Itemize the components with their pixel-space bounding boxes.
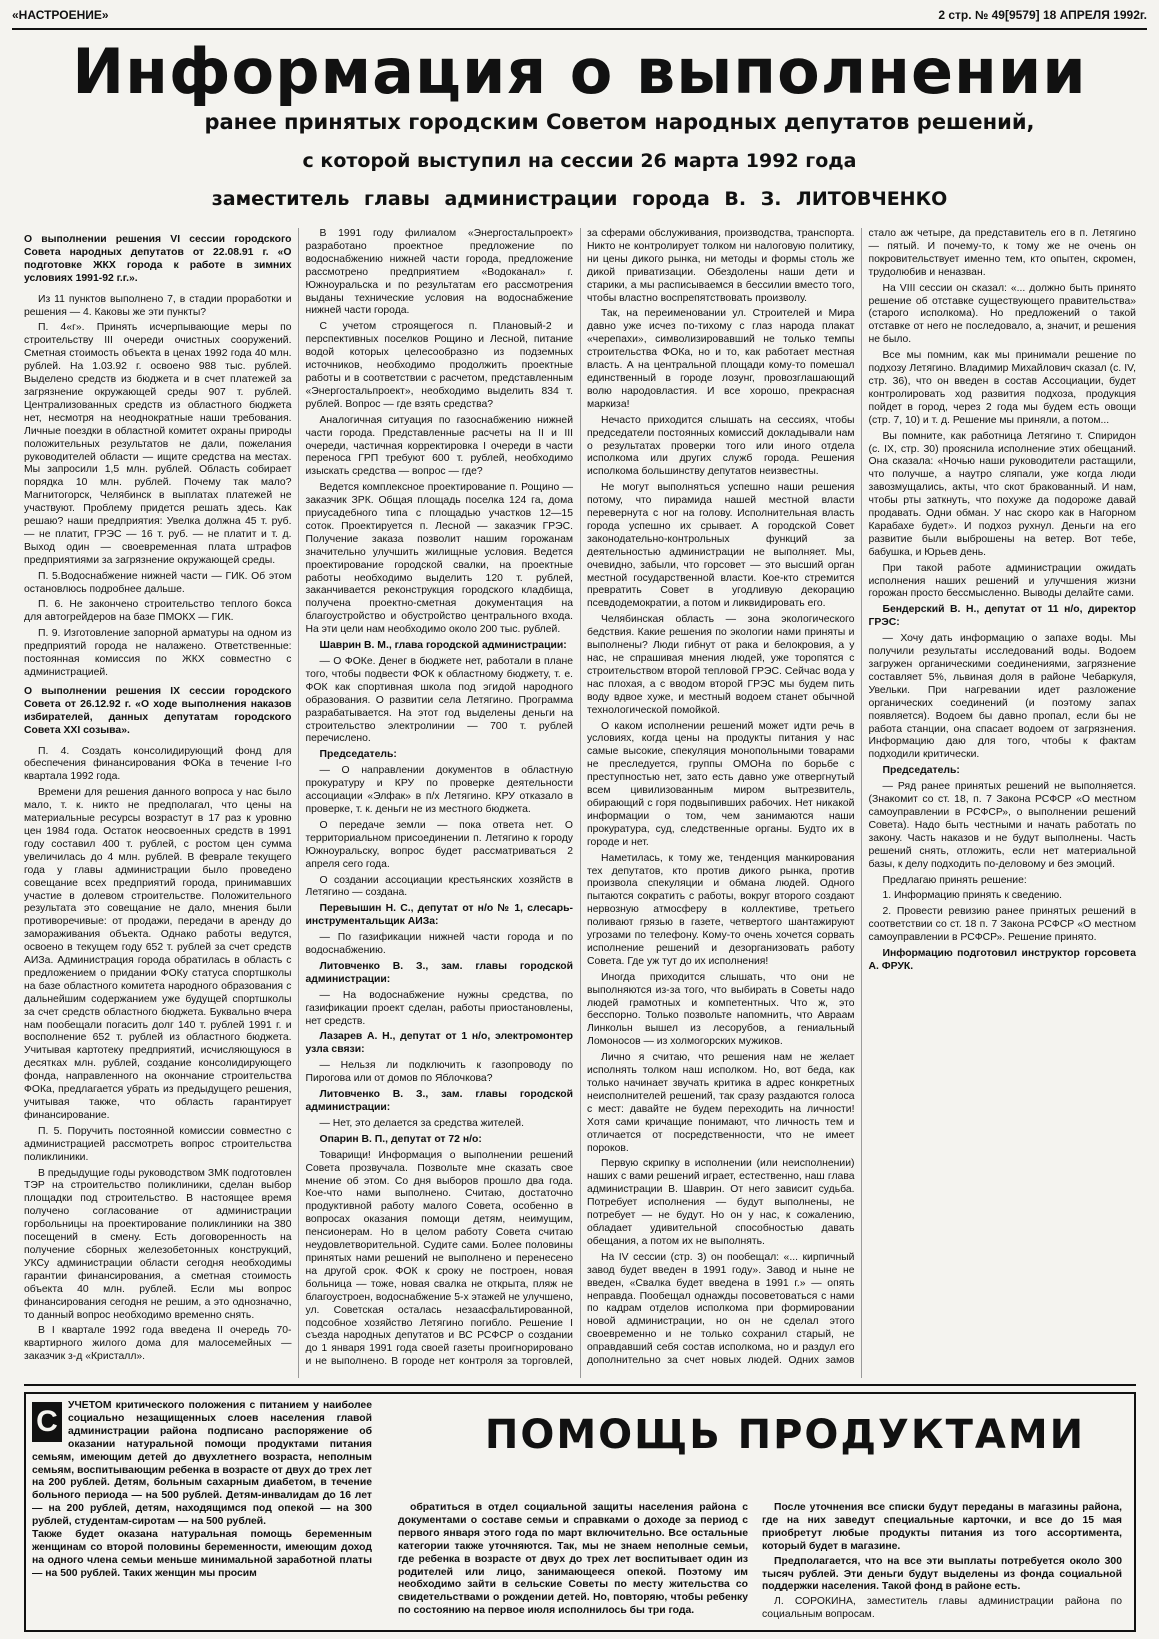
food-aid-column-2 — [398, 1502, 748, 1628]
article-subtitle-2: с которой выступил на сессии 26 марта 1992 года — [302, 150, 857, 172]
paragraph: — Нельзя ли подключить к газопроводу по Пирогова или от домов по Яблочкова? — [305, 1060, 573, 1085]
paragraph: П. 4«г». Принять исчерпывающие меры по строительству III очереди очистных сооружений. Сметная стоимость объекта в ценах 1992 года 40 млн. рублей. На 1.03.92 г. освоено 988 тыс. рублей. Выделено средств из бюджета и в счет платежей за загрязнение окружающей среды 907 т. рублей. Централизованных средств из областного бюджета нет, несмотря на неоднократные наши требования. Личные поездки в областной комитет охраны природы положительных результатов не дали, пожелания руководителей области — ищите средства на местах. Мы запросили 1,5 млн. рублей. Область собирает порядка 10 млн. рублей. Почему так мало? Магнитогорск, Челябинск в выплатах платежей не участвуют. Проблему придется решать здесь. Как решаю? наши предприятия: Увелка должна 45 т. руб. — не платит, ГРЭС — 16 т. руб. — не платит и т. д. Выход один — своевременная плата штрафов предприятиями за загрязнение окружающей среды. — [24, 322, 292, 566]
paragraph: П. 5.Водоснабжение нижней части — ГИК. Об этом остановлюсь подробнее дальше. — [24, 570, 292, 595]
paragraph: С учетом строящегося п. Плановый-2 и перспективных поселков Рощино и Лесной, питание водой которых целесообразно из подземных источников, необходимо продолжить проектные работы и в соответствии с расчетом, представленным «Энергостальпроект», необходимо выделить 834 т. рублей. Вопрос — где взять средства? — [305, 321, 573, 410]
paragraph: После уточнения все списки будут переданы в магазины района, где на них заведут специальные карточки, и все до 15 мая приобретут любые продукты питания из того ассортимента, который будет в магазине. — [762, 1502, 1122, 1552]
paragraph: УЧЕТОМ критического положения с питанием у наиболее социально незащищенных слоев населения главой администрации района подписано распоряжение об оказании натуральной помощи продуктами питания семьям, имеющим детей до двухлетнего возраста, неполным семьям, воспитывающим ребенка в возрасте от двух до трех лет на 200 рублей. Детям, больным сахарным диабетом, в течение больного периода — на 500 рублей. Детям-инвалидам до 16 лет — на 200 рублей, детям, находящимся под опекой — на 300 рублей, студентам-сиротам — на 500 рублей. — [32, 1400, 372, 1528]
section-heading: О выполнении решения IX сессии городского Совета от 26.12.92 г. «О ходе выполнения наказов избирателей, данных депутатам городского Совета XXI созыва». — [24, 685, 292, 736]
speaker-name: Шаврин В. М., глава городской администрации: — [319, 640, 567, 652]
paragraph: Аналогичная ситуация по газоснабжению нижней части города. Представленные расчеты на II и III очереди, частичная корректировка I очереди в части переноса ГРП требуют 600 т. рублей, необходимо изыскать средства — вопрос — где? — [305, 414, 573, 478]
paragraph: Вы помните, как работница Летягино т. Спиридон (с. IX, стр. 30) прояснила исполнение этих обещаний. Она сказала: «Ночью наши руководители растащили, что получше, а наутро сляпали, уже когда люди завозмущались, акты, что скот бракованный. И нам, чтобы рты заткнуть, что похуже да подороже давай продавать. Одни обман. У нас скоро как в Нагорном Карабахе будет». И подхоз рухнул. Деньги на его развитие были выброшены на ветер. Вот тебе, бабушка, и Юрьев день. — [868, 430, 1136, 558]
paragraph: — На водоснабжение нужны средства, по газификации проект сделан, работы приостановлены, нет средств. — [305, 989, 573, 1027]
paragraph: — О направлении документов в областную прокуратуру и КРУ по проверке деятельности ассоциации «Элфак» в п/х Летягино. КРУ отказало в проверке, т. к. деньги не из местного бюджета. — [305, 765, 573, 815]
section-heading: О выполнении решения VI сессии городского Совета народных депутатов от 22.08.91 г. «О подготовке ЖКХ города к работе в зимних условиях 1991-92 г.г.». — [24, 234, 292, 284]
paragraph: П. 9. Изготовление запорной арматуры на одном из предприятий города не налажено. Ответственные: постоянная комиссия по ЖКХ совместно с администрацией. — [24, 628, 292, 678]
paragraph: — Нет, это делается за средства жителей. — [319, 1117, 525, 1129]
speaker-name: Перевышин Н. С., депутат от н/о № 1, слесарь-инструментальщик АИЗа: — [305, 903, 573, 928]
paragraph: Челябинская область — зона экологического бедствия. Какие решения по экологии нами приняты и выполнены? Люди гибнут от рака и белокровия, а у нас, не спрашивая мнения людей, уже торопятся с строительством второй тепловой ГРЭС. Сейчас вода у нас плохая, а с вводом второй ГРЭС мы будем пить воду вдвое хуже, и местный водоем станет обычной технологической помойкой. — [587, 614, 855, 716]
paragraph: Предполагается, что на все эти выплаты потребуется около 300 тысяч рублей. Эти деньги будут выделены из фонда социальной поддержки населения. Такой фонд в районе есть. — [762, 1555, 1122, 1593]
newspaper-name: «НАСТРОЕНИЕ» — [12, 8, 109, 22]
article-signature: Информацию подготовил инструктор горсовета А. ФРУК. — [868, 948, 1136, 972]
paragraph: В I квартале 1992 года введена II очередь 70-квартирного жилого дома для малосемейных — заказчик з-д «Кристалл». — [24, 1325, 292, 1363]
article-subtitle-1: ранее принятых городским Советом народных депутатов решений, — [204, 110, 1035, 134]
paragraph: — Ряд ранее принятых решений не выполняется. (Знакомит со ст. 18, п. 7 Закона РСФСР «О местном самоуправлении в РСФСР», о выполнении решений Совета). Надо быть честными и начать работать по закону. Часть наказов и не будут выполнены. Часть решений снять, отложить, если нет материальной базы, к делу подходить по-деловому и без эмоций. — [868, 781, 1136, 870]
speaker-name: Литовченко В. З., зам. главы городской администрации: — [305, 1089, 573, 1113]
paragraph: Товарищи! Информация о выполнении решений Совета прозвучала. Позвольте мне сказать свое мнение об этом. Со дня выборов прошло два года. Кое-что нами выполнено. Считаю, достаточно продуктивной работу малого Совета, особенно в вопросах оказания помощи детям, неимущим, пенсионерам. Но в целом работу Совета считаю неудовлетворительной. Судите сами. Более половины принятых нами решений не выполнено и перенесено на другой срок. ФОК к сроку не построен, новая больница — тоже, новая свалка не открыта, пляж не благоустроен, водоснабжение 5-х этажей не улучшено, ул. Советская осталась незаасфальтированной, подсобное хозяйство Летягино погибло. Решение I съезда народных депутатов и ВС РСФСР о создании до 1 января 1991 года своей газеты проигнорировано и не выполнено. В городе нет контроля за торговлей, за сферами обслуживания, производства, транспорта. Никто не контролирует толком ни налоговую политику, ни цены дикого рынка, ни методы и формы столь же дикой приватизации. Обездолены наши дети и старики, а мы расписываемся в бессилии вместо того, чтобы властно воспрепятствовать произволу. — [305, 228, 855, 1368]
paragraph: Все мы помним, как мы принимали решение по подхозу Летягино. Владимир Михайлович сказал (с. IV, стр. 36), что он введен в состав Ассоциации, будет контролировать ход развития подхоза, продукция пойдет в город, через 2 года мы будем есть овощи (стр. 7, 10) и т. д. Решение мы приняли, а потом... — [868, 350, 1136, 426]
paragraph: Лично я считаю, что решения нам не желает исполнять толком наш исполком. Но, вот беда, как только начинает звучать критика в адрес конкретных неисполнителей решений, так сразу раздаются голоса с мест: давайте не будем переходить на личности! Хотя сами кричащие понимают, что личность тем и отличается от посредственности, что не имеет пороков. — [587, 1052, 855, 1154]
speaker-name: Председатель: — [882, 765, 960, 777]
drop-cap: С — [32, 1402, 62, 1442]
paragraph: Также будет оказана натуральная помощь беременным женщинам со второй половины беременности, имеющим доход на одного члена семьи меньше минимальной заработной платы — на 500 рублей. Таких женщин мы просим — [32, 1529, 372, 1579]
paragraph: Иногда приходится слышать, что они не выполняются из-за того, что выбирать в Советы надо людей грамотных и компетентных. Что ж, это бесспорно. Только позвольте напомнить, что Авраам Линкольн вышел из лесорубов, а гениальный Ломоносов — из холмогорских мужиков. — [587, 971, 855, 1048]
paragraph: При такой работе администрации ожидать исполнения наших решений и улучшения жизни горожан просто бессмысленно. Выводы делайте сами. — [868, 562, 1136, 600]
paragraph: Так, на переименовании ул. Строителей и Мира давно уже исчез по-тихому с глаз народа плакат «черепахи», символизировавший не только темпы строительства ФОКа, но и то, как работает местная власть. А на центральной площади кому-то помешал единственный в городе лозунг, провозглашающий волю народовластия. И все хорошо, прекрасная маркиза! — [587, 308, 855, 410]
article-subtitle-3: заместитель главы администрации города В. З. ЛИТОВЧЕНКО — [211, 188, 948, 210]
speaker-name: Лазарев А. Н., депутат от 1 н/о, электромонтер узла связи: — [305, 1031, 573, 1056]
paragraph: О передаче земли — пока ответа нет. О территориальном присоединении п. Летягино к городу Южноуральску, вопрос будет рассматриваться 2 апреля сего года. — [305, 819, 573, 870]
paragraph: Нечасто приходится слышать на сессиях, чтобы председатели постоянных комиссий докладывали нам о результатах проверки того или иного отдела исполкома или других служб города. Решения исполкома большинству депутатов неизвестны. — [587, 414, 855, 478]
paragraph: П. 4. Создать консолидирующий фонд для обеспечения финансирования ФОКа в течение I-го квартала 1992 года. — [24, 745, 292, 783]
speaker-name: Опарин В. П., депутат от 72 н/о: — [319, 1133, 482, 1145]
paragraph: — О ФОКе. Денег в бюджете нет, работали в плане того, чтобы подвести ФОК к областному бюджету, т. е. ФОК как спортивная школа под эгидой народного образования. О развитии села Летягино. Программа разрабатывается. На этот год выделены деньги на строительство электролинии — 700 т. рублей перечислено. — [305, 656, 573, 745]
article-headline: Информация о выполнении — [72, 35, 1087, 108]
food-aid-column-1 — [32, 1400, 372, 1626]
paragraph: О создании ассоциации крестьянских хозяйств в Летягино — создана. — [305, 874, 573, 899]
food-aid-title: ПОМОЩЬ ПРОДУКТАМИ — [484, 1412, 1086, 1458]
article-body — [24, 228, 1136, 1378]
food-aid-signature: Л. СОРОКИНА, заместитель главы администрации района по социальным вопросам. — [762, 1596, 1122, 1621]
paragraph: П. 6. Не закончено строительство теплого бокса для автогрейдеров на базе ПМОКХ — ГИК. — [24, 599, 292, 624]
section-divider — [24, 1384, 1136, 1386]
paragraph: Времени для решения данного вопроса у нас было мало, т. к. никто не предполагал, что цены на материальные ресурсы возрастут в 17 раз к уровню цен 1984 года. Остаток неосвоенных средств в 1991 году составил 400 т. рублей, с ростом цен сумма увеличилась до 4 млн. рублей. В феврале текущего года у главы администрации было проведено совещание всех предприятий города, принимавших участие в долевом строительстве. Положительного результата это совещание не дало, мнения были противоречивые: от продажи, передачи в аренду до замораживания объекта. Однако работы ведутся, освоено в текущем году 652 т. рублей за счет средств АИЗа. Администрация города обратилась в область с предложением о придании ФОКу статуса спортшколы на базе областного комитета народного образования с дальнейшим содержанием уже будущей спортшколы за счет средств областного бюджета. Буквально вчера нам пообещали погасить долг 140 т. рублей 1991 г. и восполнение 652 т. рублей из областного бюджета. Учитывая картотеку предприятий, исчисляющуюся в десятках млн. рублей, создание консолидирующего фонда, направленного на окончание строительства ФОКа, предлагается убрать из предыдущего решения, учитывая также, что область гарантирует финансирование. — [24, 787, 292, 1121]
paragraph: 2. Провести ревизию ранее принятых решений в соответствии со ст. 18 п. 7 Закона РСФСР «О местном самоуправлении в РСФСР». Решение принято. — [868, 906, 1136, 944]
paragraph: Из 11 пунктов выполнено 7, в стадии проработки и решения — 4. Каковы же эти пункты? — [24, 293, 292, 318]
paragraph: В предыдущие годы руководством ЗМК подготовлен ТЭР на строительство поликлиники, сделан выбор площадки под строительство. В настоящее время получено согласование от администрации горбольницы на проектирование поликлиники на 380 посещений в смену. Есть договоренность на получение сборных железобетонных конструкций, УКСу администрации области сегодня необходимы гарантии финансирования, а сметная стоимость объекта 40 млн. рублей. Если мы вопрос финансирования сегодня не решим, а это однозначно, то данный вопрос необходимо временно снять. — [24, 1167, 292, 1321]
paragraph: В 1991 году филиалом «Энергостальпроект» разработано проектное предложение по водоснабжению нижней части города, предложение рассмотрено предприятием «Водоканал» г. Южноуральска и по результатам его рассмотрения выданы технические условия на водоснабжение нижней части города. — [305, 228, 573, 317]
page-runner — [12, 6, 1147, 30]
paragraph: Первую скрипку в исполнении (или неисполнении) наших с вами решений играет, естественно, наш глава администрации В. Шаврин. От него зависит судьба. Потребует исполнения — будут выполнены, не потребует — не будут. Но он у нас, к сожалению, обладает удивительной способностью давать обещания, а потом их не выполнять. — [587, 1158, 855, 1247]
paragraph: О каком исполнении решений может идти речь в условиях, когда цены на продукты питания у нас самые высокие, спекуляция монопольными товарами не преследуется, группы ОМОНа по борьбе с преступностью нет, зато есть давно уже отвергнутый всем цивилизованным миром вытрезвитель, обирающий с горя подвыпивших рабочих. Нет никакой информации о том, чем занимаются наши прокуратура, суд, следственные органы. Будто их в городе и нет. — [587, 720, 855, 848]
speaker-name: Председатель: — [319, 749, 397, 761]
paragraph: На IV сессии (стр. 3) он пообещал: «... кирпичный завод будет введен в 1991 году». Завод и ныне не введен, «Свалка будет введена в 1991 г.» — опять неправда. Пообещал однажды посоветоваться с нами по кадрам отделов исполкома при формировании новой администрации, но он не сделал этого своевременно и не только сохранил старый, не оправдавший себя состав исполкома, но и раздул его дополнительно за счет новых людей. Одних замов стало аж четыре, да представитель его в п. Летягино — пятый. И почему-то, к тому же не очень он покровительствует именно тем, кто опытен, скромен, трудолюбив и неназван. — [587, 228, 1136, 1367]
food-aid-column-3 — [762, 1502, 1122, 1628]
paragraph: Не могут выполняться успешно наши решения потому, что пирамида нашей местной власти перевернута с ног на голову. Исполнительная власть города успешно их срывает. А городской Совет законодательно-контрольных функций за деятельностью администрации не выполняет. Мы, очевидно, забыли, что горсовет — это высший орган местной государственной власти. Кое-кто стремится превратить Совет в угодливую декорацию псевдодемократии, а потом и ликвидировать его. — [587, 482, 855, 610]
paragraph: Наметилась, к тому же, тенденция манкирования тех депутатов, кто против дикого рынка, против произвола спекуляции и обмана людей. Одного пытаются сократить с работы, вокруг второго создают нервозную атмосферу в коллективе, третьего поливают грязью в газете, четвертого шантажируют угрозами по телефону. Кому-то очень хочется сорвать исполнение решений и дезорганизовать работу Совета. Где уж тут до их исполнения! — [587, 852, 855, 967]
speaker-name: Литовченко В. З., зам. главы городской администрации: — [305, 960, 573, 985]
speaker-name: Бендерский В. Н., депутат от 11 н/о, директор ГРЭС: — [868, 604, 1136, 629]
paragraph: — Хочу дать информацию о запахе воды. Мы получили результаты исследований воды. Водоем загружен органическими соединениями, загрязнение составляет 5%, львиная доля в районе Чебаркуля, Увельки. При нагревании идет разложение органических соединений (и поэтому запах появляется). Водоем бы давно пропал, если бы не работа станции, она спасает водоем от загрязнения. Информацию даю для того, чтобы к фактам подходили критически. — [868, 633, 1136, 761]
paragraph: П. 5. Поручить постоянной комиссии совместно с администрацией рассмотреть вопрос строительства поликлиники. — [24, 1125, 292, 1163]
paragraph: обратиться в отдел социальной защиты населения района с документами о составе семьи и справками о доходе за период с первого января этого года по март включительно. Все остальные категории также уточняются. Так, мы не знаем неполные семьи, где ребенка в возрасте от двух до трех лет воспитывает один из родителей или лицо, занимающееся опекой. Поэтому им необходимо зайти в сельские Советы по месту жительства со свидетельствами о рождении детей. Но, повторяю, чтобы ребенку по состоянию на первое июля исполнилось бы три года. — [398, 1502, 748, 1617]
paragraph: Ведется комплексное проектирование п. Рощино — заказчик ЗРК. Общая площадь поселка 124 га, дома приусадебного типа с площадью участков 12—15 соток. Проектируется п. Лесной — заказчик ГРЭС. Получение заказа позволит нашим горожанам значительно улучшить жилищные условия. Ведется проектирование городской свалки, на проектные работы необходимо выделить 120 т. рублей, заканчивается реконструкция городского кладбища, получена проектно-сметная документация на благоустройство и обустройство центрального входа. На эти цели нам необходимо около 200 тыс. рублей. — [305, 482, 573, 636]
paragraph: — По газификации нижней части города и по водоснабжению. — [305, 932, 573, 957]
issue-info: 2 стр. № 49[9579] 18 АПРЕЛЯ 1992г. — [938, 8, 1147, 22]
paragraph: На VIII сессии он сказал: «... должно быть принято решение об отставке существующего правительства» (старого исполкома). Но предложений о такой отставке от него не последовало, а, значит, и решения не было. — [868, 282, 1136, 346]
paragraph: Предлагаю принять решение: — [882, 874, 1027, 886]
paragraph: 1. Информацию принять к сведению. — [882, 890, 1063, 902]
